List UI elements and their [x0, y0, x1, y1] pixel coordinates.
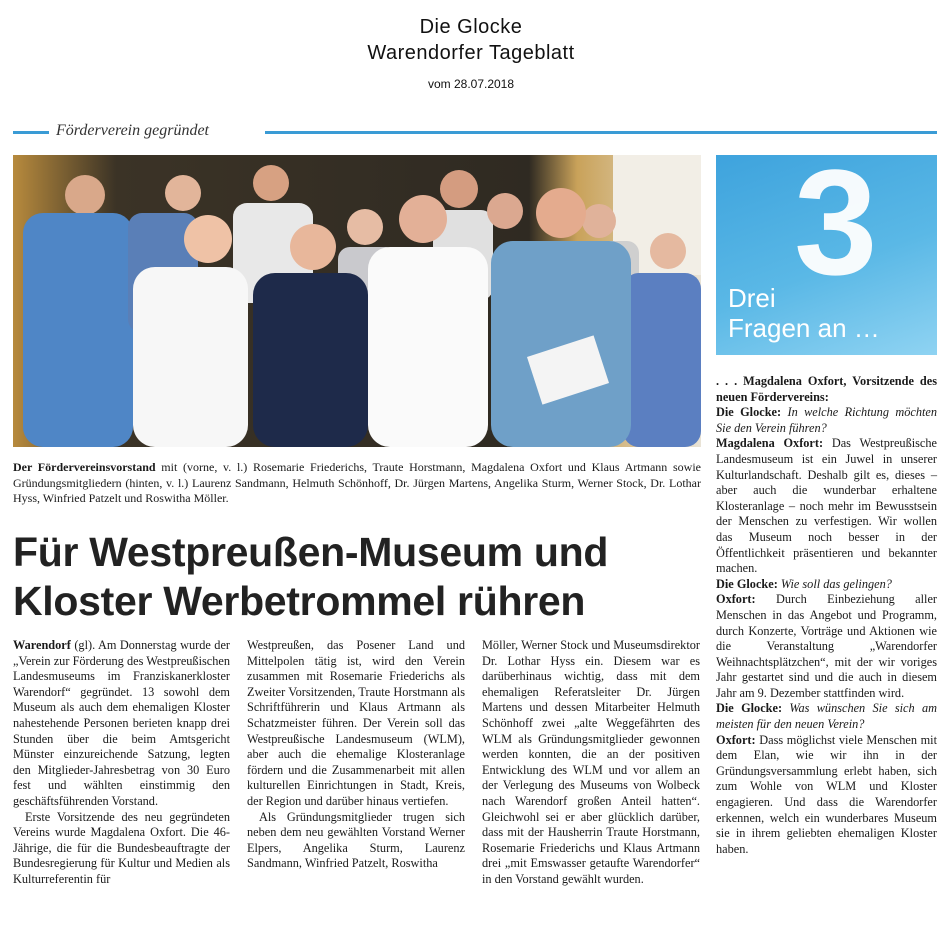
interview-answer-3	[716, 733, 937, 858]
question-label: Die Glocke:	[716, 405, 782, 420]
answer-text: Dass möglichst viele Menschen mit dem Elan, wie wir ihn in der Gründungsversammlung erlebt haben, sich zum Wohle von WLM und Kloster engagieren. Und dass die Warendorfer erkennen, welch ein wunderbares Museum sie in ihrem geliebten ehemaligen Kloster haben.	[716, 732, 937, 856]
three-questions-number: 3	[794, 155, 878, 306]
photo-caption	[13, 460, 701, 507]
caption-text: mit (vorne, v. l.) Rosemarie Friederichs, Traute Horstmann, Magdalena Oxfort und Klaus Artmann sowie Gründungsmitgliedern (hinten, v. l.) Laurenz Sandmann, Helmuth Schönhoff, Dr. Jürgen Martens, Angelika Sturm, Werner Stock, Dr. Lothar Hyss, Winfried Patzelt und Roswitha Möller.	[13, 460, 701, 505]
three-questions-label-line2: Fragen an …	[728, 313, 880, 343]
article-paragraph: Als Gründungsmitglieder trugen sich neben dem neu gewählten Vorstand Werner Elpers, Angelika Sturm, Laurenz Sandmann, Winfried Patzelt, Roswitha	[247, 809, 465, 871]
answer-label: Oxfort:	[716, 592, 756, 607]
three-questions-box	[716, 155, 937, 355]
interview-answer-1	[716, 436, 937, 576]
interview-question-1	[716, 405, 937, 436]
kicker-rule-left	[13, 131, 49, 134]
article-text: (gl). Am Donnerstag wurde der „Verein zur Förderung des Westpreußischen Landesmuseums im Franziskanerkloster Warendorf“ gegründet. 13 sowohl dem Museum als auch dem ehemaligen Kloster nahestehende Personen berieten knapp drei Stunden über die beim Amtsgericht Münster einzureichende Satzung, legten den Mitglieder-Jahresbetrag von 30 Euro fest und wählten einstimmig den geschäftsführenden Vorstand.	[13, 638, 230, 808]
interview-question-3	[716, 701, 937, 732]
question-label: Die Glocke:	[716, 701, 783, 716]
group-photo-icon	[13, 155, 701, 447]
question-text: Wie soll das gelingen?	[777, 576, 892, 591]
group-photo	[13, 155, 701, 447]
article-paragraph: Möller, Werner Stock und Museumsdirektor Dr. Lothar Hyss ein. Diesem war es darüberhinaus wichtig, dass mit dem ehemaligen Referatsleiter Dr. Jürgen Martens und dessen Mitarbeiter Helmuth Schönhoff zwei „alte Weggefährten des WLM als Gründungsmitglieder gewonnen werden konnten, die an der positiven Entwicklung des WLM und vor allem an der Verlegung des Museums von Wolbeck nach Warendorf großen Anteil hatten“. Gleichwohl sei er aber glücklich darüber, dass mit der Hausherrin Traute Horstmann, Rosemarie Friederichs und Klaus Artmann drei „mit Emswasser getaufte Warendorfer“ in den Vorstand gewählt wurden.	[482, 638, 700, 886]
article-paragraph	[13, 638, 230, 810]
article-dateline: Warendorf	[13, 638, 71, 652]
question-label: Die Glocke:	[716, 576, 778, 591]
question-text: Was wünschen Sie sich am meisten für den neuen Verein?	[716, 701, 937, 732]
interview-intro: . . . Magdalena Oxfort, Vorsitzende des neuen Fördervereins:	[716, 374, 937, 404]
article-column-1	[13, 638, 230, 888]
question-text: In welche Richtung möchten Sie den Verein führen?	[716, 405, 937, 435]
publication-subtitle: Warendorfer Tageblatt	[367, 42, 575, 64]
answer-label: Magdalena Oxfort:	[716, 436, 824, 451]
answer-label: Oxfort:	[716, 732, 756, 747]
interview-column	[716, 374, 937, 857]
article-paragraph: Westpreußen, das Posener Land und Mittelpolen tätig ist, wird den Verein zusammen mit Rosemarie Friederichs als Zweiter Vorsitzenden, Traute Horstmann als Schriftführerin und Klaus Artmann als Schatzmeister führen. Der Verein soll das Westpreußische Landesmuseum (WLM), aber auch die ehemalige Klosteranlage fördern und die Zusammenarbeit mit allen kulturellen Einrichtungen in Stadt, Kreis, der Region und darüber hinaus vertiefen.	[247, 638, 465, 808]
interview-answer-2	[716, 592, 937, 701]
answer-text: Das Westpreußische Landesmuseum ist ein Juwel in unserer Kulturlandschaft. Deshalb gilt es, dieses – aber auch die wunderbar erhaltene Klosteranlage – noch mehr im Bewusstsein der Menschen zu verfestigen. Wir wollen das Museum noch besser in der Öffentlichkeit präsentieren und bekannter machen.	[716, 436, 937, 576]
article-headline: Für Westpreußen-Museum und Kloster Werbetrommel rühren	[13, 529, 609, 624]
three-questions-label-line1: Drei	[728, 283, 776, 313]
kicker: Förderverein gegründet	[56, 122, 209, 139]
publication-title: Die Glocke	[419, 16, 523, 38]
caption-lead: Der Fördervereinsvorstand	[13, 460, 156, 474]
article-column-3	[482, 638, 700, 888]
kicker-rule-right	[265, 131, 937, 134]
publication-date: vom 28.07.2018	[427, 77, 515, 91]
answer-text: Durch Einbeziehung aller Menschen in das Angebot und Programm, durch Konzerte, Vorträge und Aktionen wie die Veranstaltung „Warendorfer Weihnachtsplätzchen“, mit der wir voriges Jahr gestartet sind und die auch in diesem Jahr am 9. Dezember stattfinden wird.	[716, 592, 937, 700]
article-paragraph: Erste Vorsitzende des neu gegründeten Vereins wurde Magdalena Oxfort. Die 46-Jährige, die für die Bundesbeauftragte der Bundesregierung für Kultur und Medien als Kulturreferentin für	[13, 809, 230, 886]
interview-question-2	[716, 577, 937, 593]
article-column-2	[247, 638, 465, 872]
